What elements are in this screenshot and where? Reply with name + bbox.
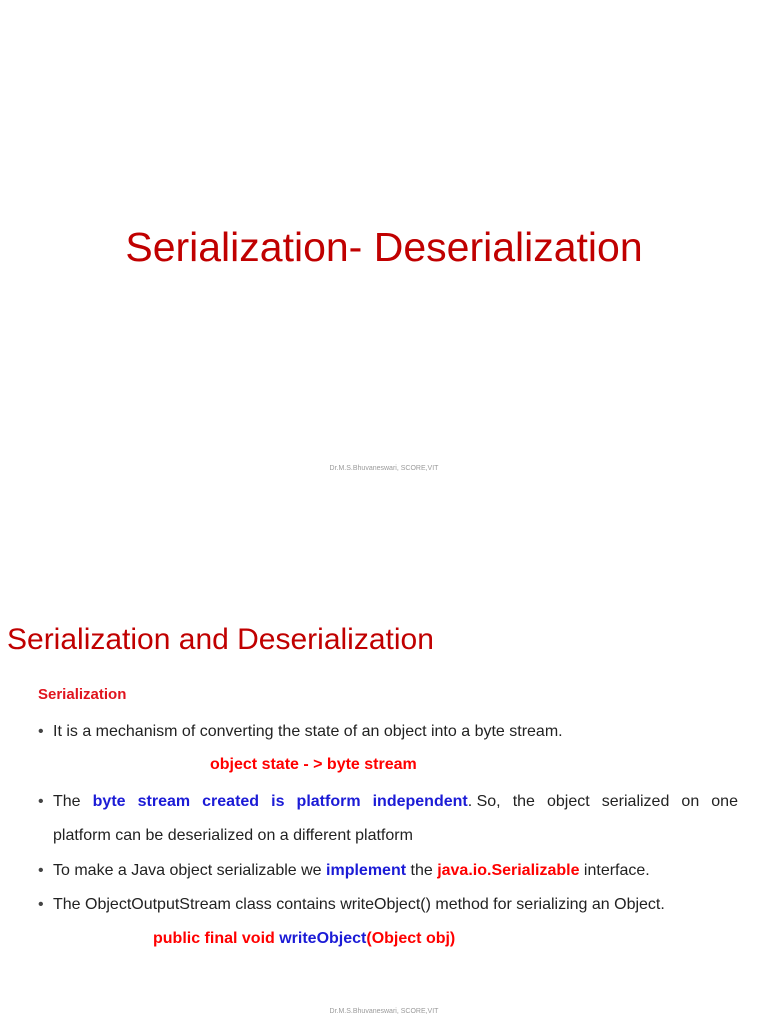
bullet-2-word: object [547,793,590,810]
bullet-2-word: platform [296,793,361,810]
signature-params: (Object obj) [366,930,456,947]
bullet-2-word: on [681,793,700,810]
bullet-marker: • [38,793,44,810]
bullet-2-word: . So, [467,793,501,810]
bullet-2-word: stream [137,793,191,810]
bullet-2-word: is [271,793,285,810]
slide-1-footer: Dr.M.S.Bhuvaneswari, SCORE,VIT [329,465,439,472]
bullet-4-text: The ObjectOutputStream class contains writeObject() method for serializing an Object. [53,896,665,913]
method-signature [153,930,455,948]
serializable-interface-name: java.io.Serializable [437,862,580,879]
signature-modifiers: public final void [153,930,280,947]
slide-2-title: Serialization and Deserialization [7,623,434,656]
bullet-2-word: one [711,793,738,810]
bullet-4 [38,895,665,915]
object-state-arrow-text: object state - > byte stream [210,756,417,773]
bullet-2-word: byte [92,793,126,810]
bullet-1 [38,722,563,742]
bullet-marker: • [38,723,44,740]
slide-2-footer: Dr.M.S.Bhuvaneswari, SCORE,VIT [329,1008,439,1015]
bullet-marker: • [38,862,44,879]
signature-method-name: writeObject [279,930,367,947]
serialization-subheading: Serialization [38,686,127,703]
bullet-2-word: serialized [601,793,670,810]
bullet-1-text: It is a mechanism of converting the state of an object into a byte stream. [53,723,563,740]
implement-keyword: implement [326,862,407,879]
bullet-2 [38,792,738,812]
bullet-3-text: the [406,862,438,879]
bullet-2-continuation: platform can be deserialized on a different platform [53,827,413,844]
slide-1-title: Serialization- Deserialization [125,224,643,270]
bullet-3 [38,861,650,881]
bullet-2-word: independent [372,793,468,810]
bullet-3-text: To make a Java object serializable we [53,862,327,879]
bullet-2-word: The [53,793,81,810]
bullet-2-word: created [202,793,260,810]
bullet-3-text: interface. [579,862,650,879]
bullet-2-word: the [512,793,535,810]
slide-2 [0,512,768,1024]
bullet-marker: • [38,896,44,913]
